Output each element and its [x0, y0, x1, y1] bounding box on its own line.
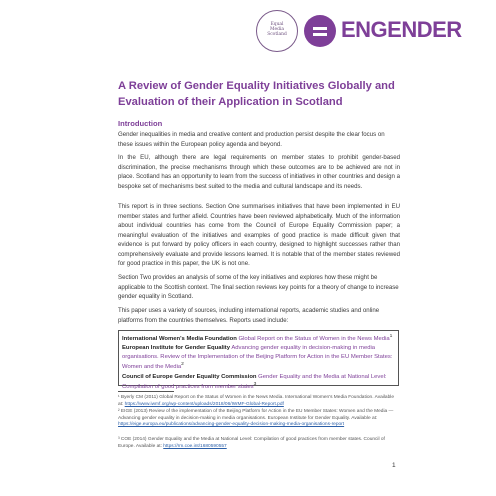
- footnote-ref: 1: [389, 334, 393, 339]
- footnote-text: ² EIGE (2013) Review of the implementation of the Beijing Platform for Action in the EU Member States: Women and the Media — Advancing gender equality in decision-making in media organisations. European Institute for Gender Equality. Available at:: [118, 409, 394, 421]
- logo-line-1: Equal: [270, 22, 284, 27]
- footnote-3: [118, 437, 400, 450]
- footnote-link[interactable]: https://eige.europa.eu/publications/advancing-gender-equality-decision-making-media-organisations-report: [118, 422, 345, 428]
- engender-equals-icon: [304, 15, 336, 47]
- footnote-text: ³ COE (2014) Gender Equality and the Media at National Level: Compilation of good practices from member states. Council of Europe. Available at:: [118, 437, 385, 449]
- footnote-1: [118, 395, 400, 408]
- equals-bar-bottom: [313, 33, 327, 36]
- logo-line-3: Scotland: [267, 32, 287, 37]
- paragraph-1: Gender inequalities in media and creative content and production persist despite the clear focus on these issues within the European policy agenda and beyond.: [118, 131, 385, 148]
- document-title: A Review of Gender Equality Initiatives Globally and Evaluation of their Application in Scotland: [118, 80, 395, 108]
- source-item: [122, 373, 395, 392]
- source-item: [122, 333, 395, 343]
- footnote-ref: 3: [253, 382, 257, 388]
- paragraph-2: In the EU, although there are legal requirements on member states to prohibit gender-based discrimination, the precise mechanisms through which these outcomes are to be achieved are not in place. Scotland has an opportunity to learn from the success of initiatives in other countries and design a bespoke set of mechanisms best suited to the media and cultural landscape and its needs.: [118, 154, 400, 190]
- footnote-2: [118, 409, 400, 429]
- paragraph-5: This paper uses a variety of sources, including international reports, academic studies and online platforms from the countries themselves. Reports used include:: [118, 307, 380, 324]
- source-org: European Institute for Gender Equality: [122, 345, 231, 352]
- source-org: International Women's Media Foundation: [122, 335, 237, 342]
- footnote-text: ¹ Byerly CM (2011) Global Report on the Status of Women in the News Media. International Women's Media Foundation. Available at:: [118, 395, 394, 407]
- logo-line-2: Media: [270, 27, 284, 32]
- paragraph-4: Section Two provides an analysis of some of the key initiatives and explores how these might be applicable to the Scottish context. The final section reviews key points for a theory of change to increase gender equality in Scotland.: [118, 274, 399, 300]
- engender-logo-text: ENGENDER: [341, 17, 462, 42]
- equal-media-scotland-logo: [256, 10, 298, 52]
- source-report: Gender Equality and the Media at National Level: Compilation of good practices from member states: [122, 373, 387, 391]
- paragraph-3: This report is in three sections. Section One summarises initiatives that have been implemented in EU member states and further afield. Countries have been reviewed alphabetically. Much of the information about individual countries has come from the Council of Europe Equality Commission paper; a meaningful evaluation of the initiatives and examples of good practice is made difficult given that evidence is put forward by policy officers in each country, designed to highlight successes rather than comprehensively evaluate and provide lessons learned. It is notable that of the member states reviewed for good practice in this paper, the UK is not one.: [118, 203, 400, 267]
- equals-bar-top: [313, 27, 327, 30]
- source-item: [122, 344, 395, 371]
- footnote-divider: [118, 391, 174, 392]
- footnote-link[interactable]: https://rm.coe.int/1680590557: [163, 443, 227, 449]
- sources-box: [118, 330, 399, 391]
- source-org: Council of Europe Gender Equality Commission: [122, 373, 257, 380]
- footnote-ref: 2: [181, 362, 184, 368]
- footnote-link[interactable]: https://www.iwmf.org/wp-content/uploads/2018/06/IWMF-Global-Report.pdf: [124, 401, 284, 407]
- page-number: 1: [392, 462, 396, 469]
- section-heading-introduction: Introduction: [118, 119, 163, 128]
- source-report: Global Report on the Status of Women in the News Media: [238, 335, 390, 342]
- source-report: Advancing gender equality in decision-making in media organisations. Review of the Implementation of the Beijing Platform for Action in the EU Member States: Women and the Media: [122, 345, 393, 371]
